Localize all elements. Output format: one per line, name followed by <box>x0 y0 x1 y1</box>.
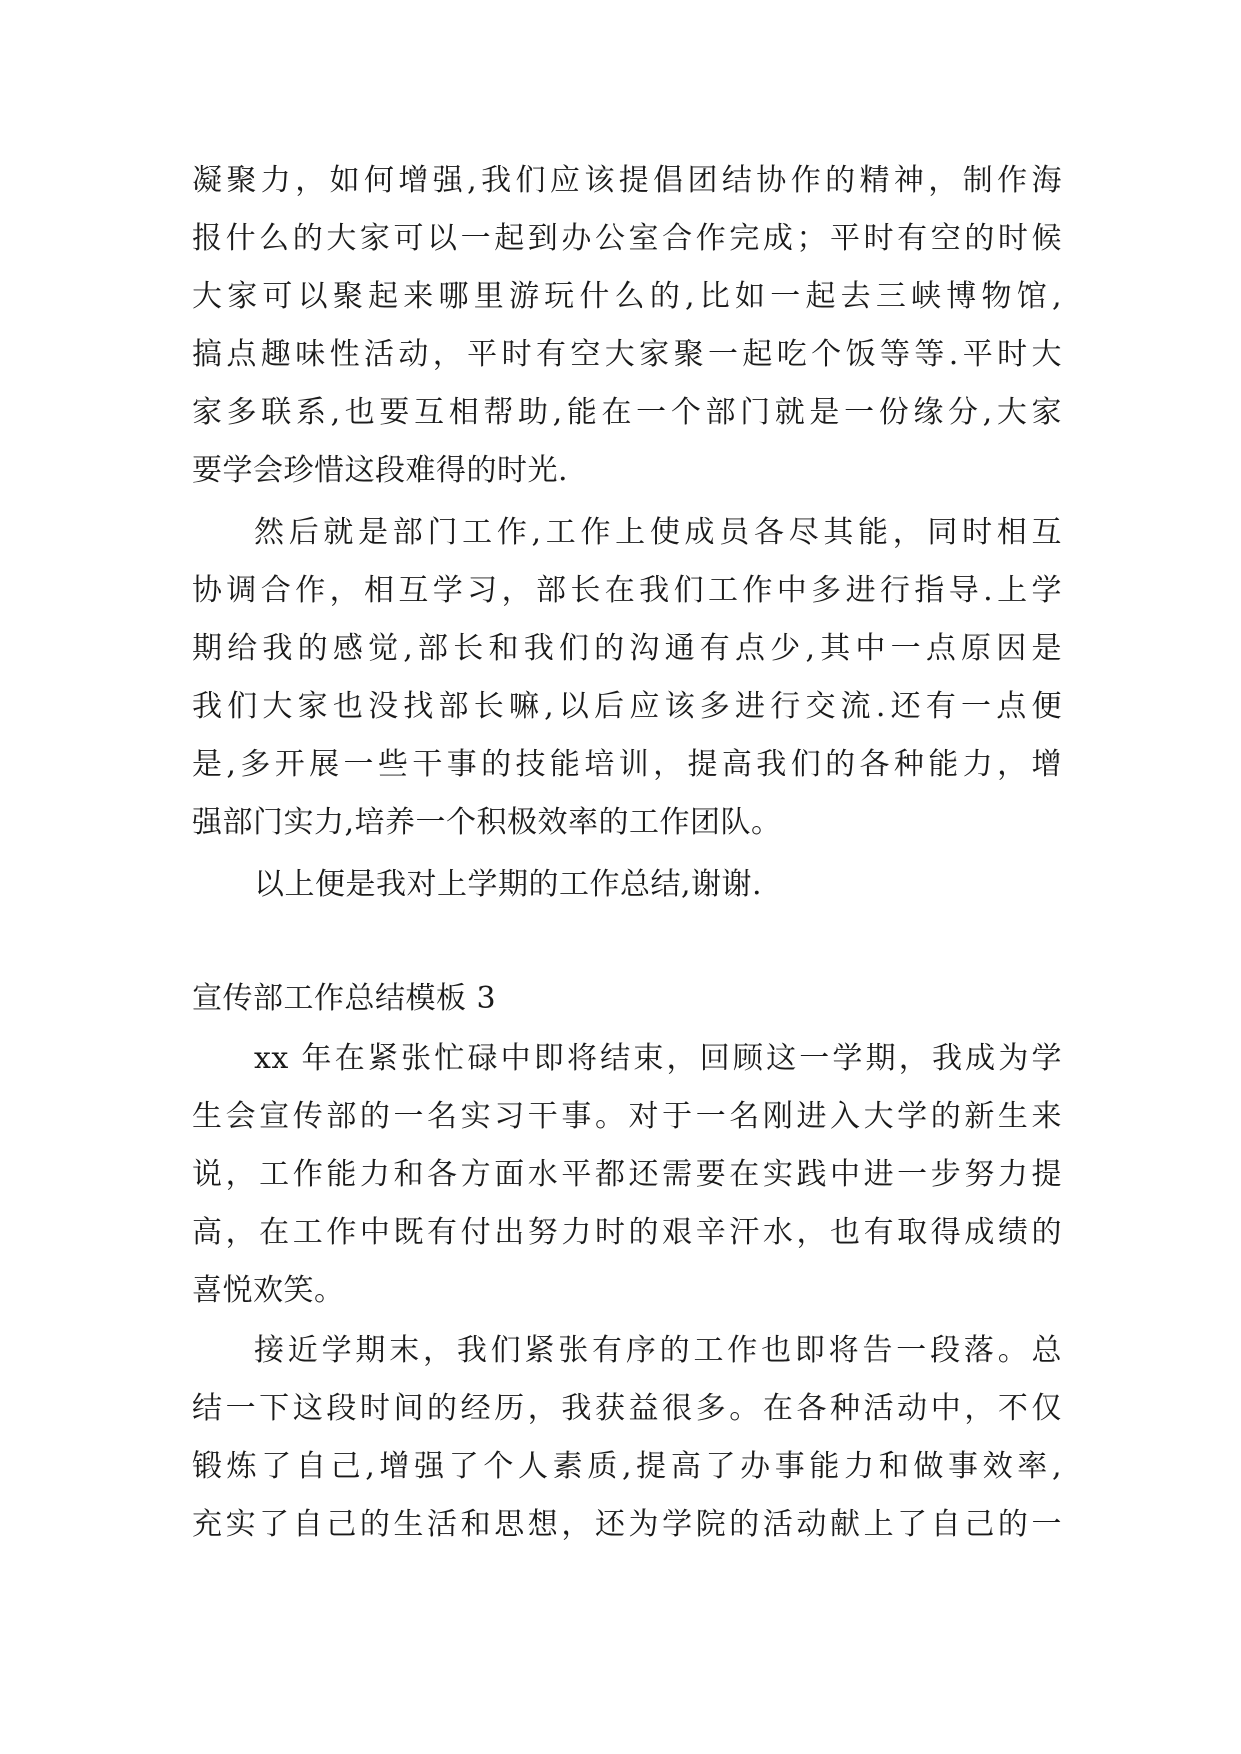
text-line: 锻炼了自己,增强了个人素质,提高了办事能力和做事效率, <box>192 1449 1062 1484</box>
text-line: 大家可以聚起来哪里游玩什么的,比如一起去三峡博物馆, <box>192 279 1062 314</box>
text-line: 是,多开展一些干事的技能培训，提高我们的各种能力，增 <box>192 747 1062 782</box>
text-line: 凝聚力，如何增强,我们应该提倡团结协作的精神，制作海 <box>192 163 1062 198</box>
paragraph-2 <box>192 504 1062 852</box>
text-line: 协调合作，相互学习，部长在我们工作中多进行指导.上学 <box>192 573 1062 608</box>
text-line: 要学会珍惜这段难得的时光. <box>192 453 569 488</box>
paragraph-5 <box>192 1322 1062 1554</box>
text-line: 结一下这段时间的经历，我获益很多。在各种活动中，不仅 <box>192 1391 1062 1426</box>
text-line: 接近学期末，我们紧张有序的工作也即将告一段落。总 <box>254 1333 1062 1368</box>
paragraph-3 <box>192 856 1062 914</box>
text-line: 强部门实力,培养一个积极效率的工作团队。 <box>192 805 782 840</box>
text-line: xx 年在紧张忙碌中即将结束，回顾这一学期，我成为学 <box>254 1041 1062 1076</box>
text-line: 说，工作能力和各方面水平都还需要在实践中进一步努力提 <box>192 1157 1062 1192</box>
text-line: 喜悦欢笑。 <box>192 1273 345 1308</box>
text-line: 以上便是我对上学期的工作总结,谢谢. <box>254 867 763 902</box>
text-line: 然后就是部门工作,工作上使成员各尽其能，同时相互 <box>254 515 1062 550</box>
paragraph-1 <box>192 152 1062 500</box>
text-line: 我们大家也没找部长嘛,以后应该多进行交流.还有一点便 <box>192 689 1062 724</box>
text-line: 报什么的大家可以一起到办公室合作完成；平时有空的时候 <box>192 221 1062 256</box>
text-line: 高，在工作中既有付出努力时的艰辛汗水，也有取得成绩的 <box>192 1215 1062 1250</box>
text-line: 搞点趣味性活动，平时有空大家聚一起吃个饭等等.平时大 <box>192 337 1062 372</box>
text-line: 期给我的感觉,部长和我们的沟通有点少,其中一点原因是 <box>192 631 1062 666</box>
section-heading <box>192 970 1062 1028</box>
heading-text: 宣传部工作总结模板 3 <box>192 981 497 1016</box>
text-line: 生会宣传部的一名实习干事。对于一名刚进入大学的新生来 <box>192 1099 1062 1134</box>
text-line: 家多联系,也要互相帮助,能在一个部门就是一份缘分,大家 <box>192 395 1062 430</box>
text-line: 充实了自己的生活和思想，还为学院的活动献上了自己的一 <box>192 1507 1062 1542</box>
paragraph-4 <box>192 1030 1062 1320</box>
